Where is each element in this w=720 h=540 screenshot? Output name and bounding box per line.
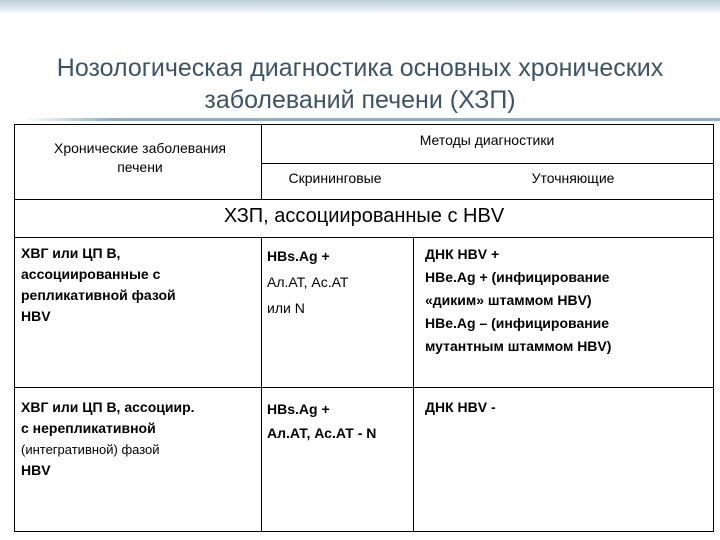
text-line: HBe.Ag + (инфицирование <box>425 269 610 285</box>
row2-screening <box>267 397 409 445</box>
grid-line <box>261 163 713 164</box>
header-methods: Методы диагностики <box>419 132 555 148</box>
text-line: HBV <box>21 308 51 324</box>
row2-refining <box>425 397 711 418</box>
slide-title <box>0 52 720 116</box>
header-screening: Скрининговые <box>288 170 382 186</box>
section-title: ХЗП, ассоциированные с HBV <box>223 205 505 227</box>
row1-refining <box>425 243 711 358</box>
grid-line <box>15 199 713 200</box>
text-line: или N <box>267 300 305 316</box>
grid-line <box>413 237 414 531</box>
title-line-2: заболеваний печени (ХЗП) <box>204 86 516 114</box>
text-line: ХВГ или ЦП В, ассоциир. <box>21 399 195 415</box>
title-line-1: Нозологическая диагностика основных хронических <box>56 54 664 82</box>
text-line: Ал.АТ, Ас.АТ <box>267 274 349 290</box>
text-line: HBe.Ag – (инфицирование <box>425 315 610 331</box>
text-line: репликативной фазой <box>21 287 176 303</box>
row2-disease <box>21 397 261 481</box>
text-line: «диким» штаммом HBV) <box>425 292 592 308</box>
grid-line <box>15 237 713 238</box>
header-refining: Уточняющие <box>531 170 615 186</box>
row1-screening <box>267 243 409 321</box>
text-line: Ал.АТ, Ас.АТ - N <box>267 425 377 441</box>
header-disease: Хронические заболевания печени <box>53 140 227 175</box>
top-decorative-bar <box>0 0 720 14</box>
text-line: ассоциированные с <box>21 266 161 282</box>
text-line: HBs.Ag + <box>267 248 330 264</box>
text-line: ДНК HBV + <box>425 246 500 262</box>
diagnostics-table <box>14 124 714 532</box>
text-line: (интегративной) фазой <box>21 442 160 457</box>
title-separator <box>26 118 720 121</box>
grid-line <box>261 237 262 531</box>
text-line: мутантным штаммом HBV) <box>425 338 612 354</box>
text-line: ДНК HBV - <box>425 399 496 415</box>
text-line: HBs.Ag + <box>267 401 330 417</box>
row1-disease <box>21 243 257 327</box>
text-line: HBV <box>21 462 51 478</box>
grid-line <box>15 387 713 388</box>
text-line: с нерепликативной <box>21 420 156 436</box>
text-line: ХВГ или ЦП В, <box>21 245 121 261</box>
